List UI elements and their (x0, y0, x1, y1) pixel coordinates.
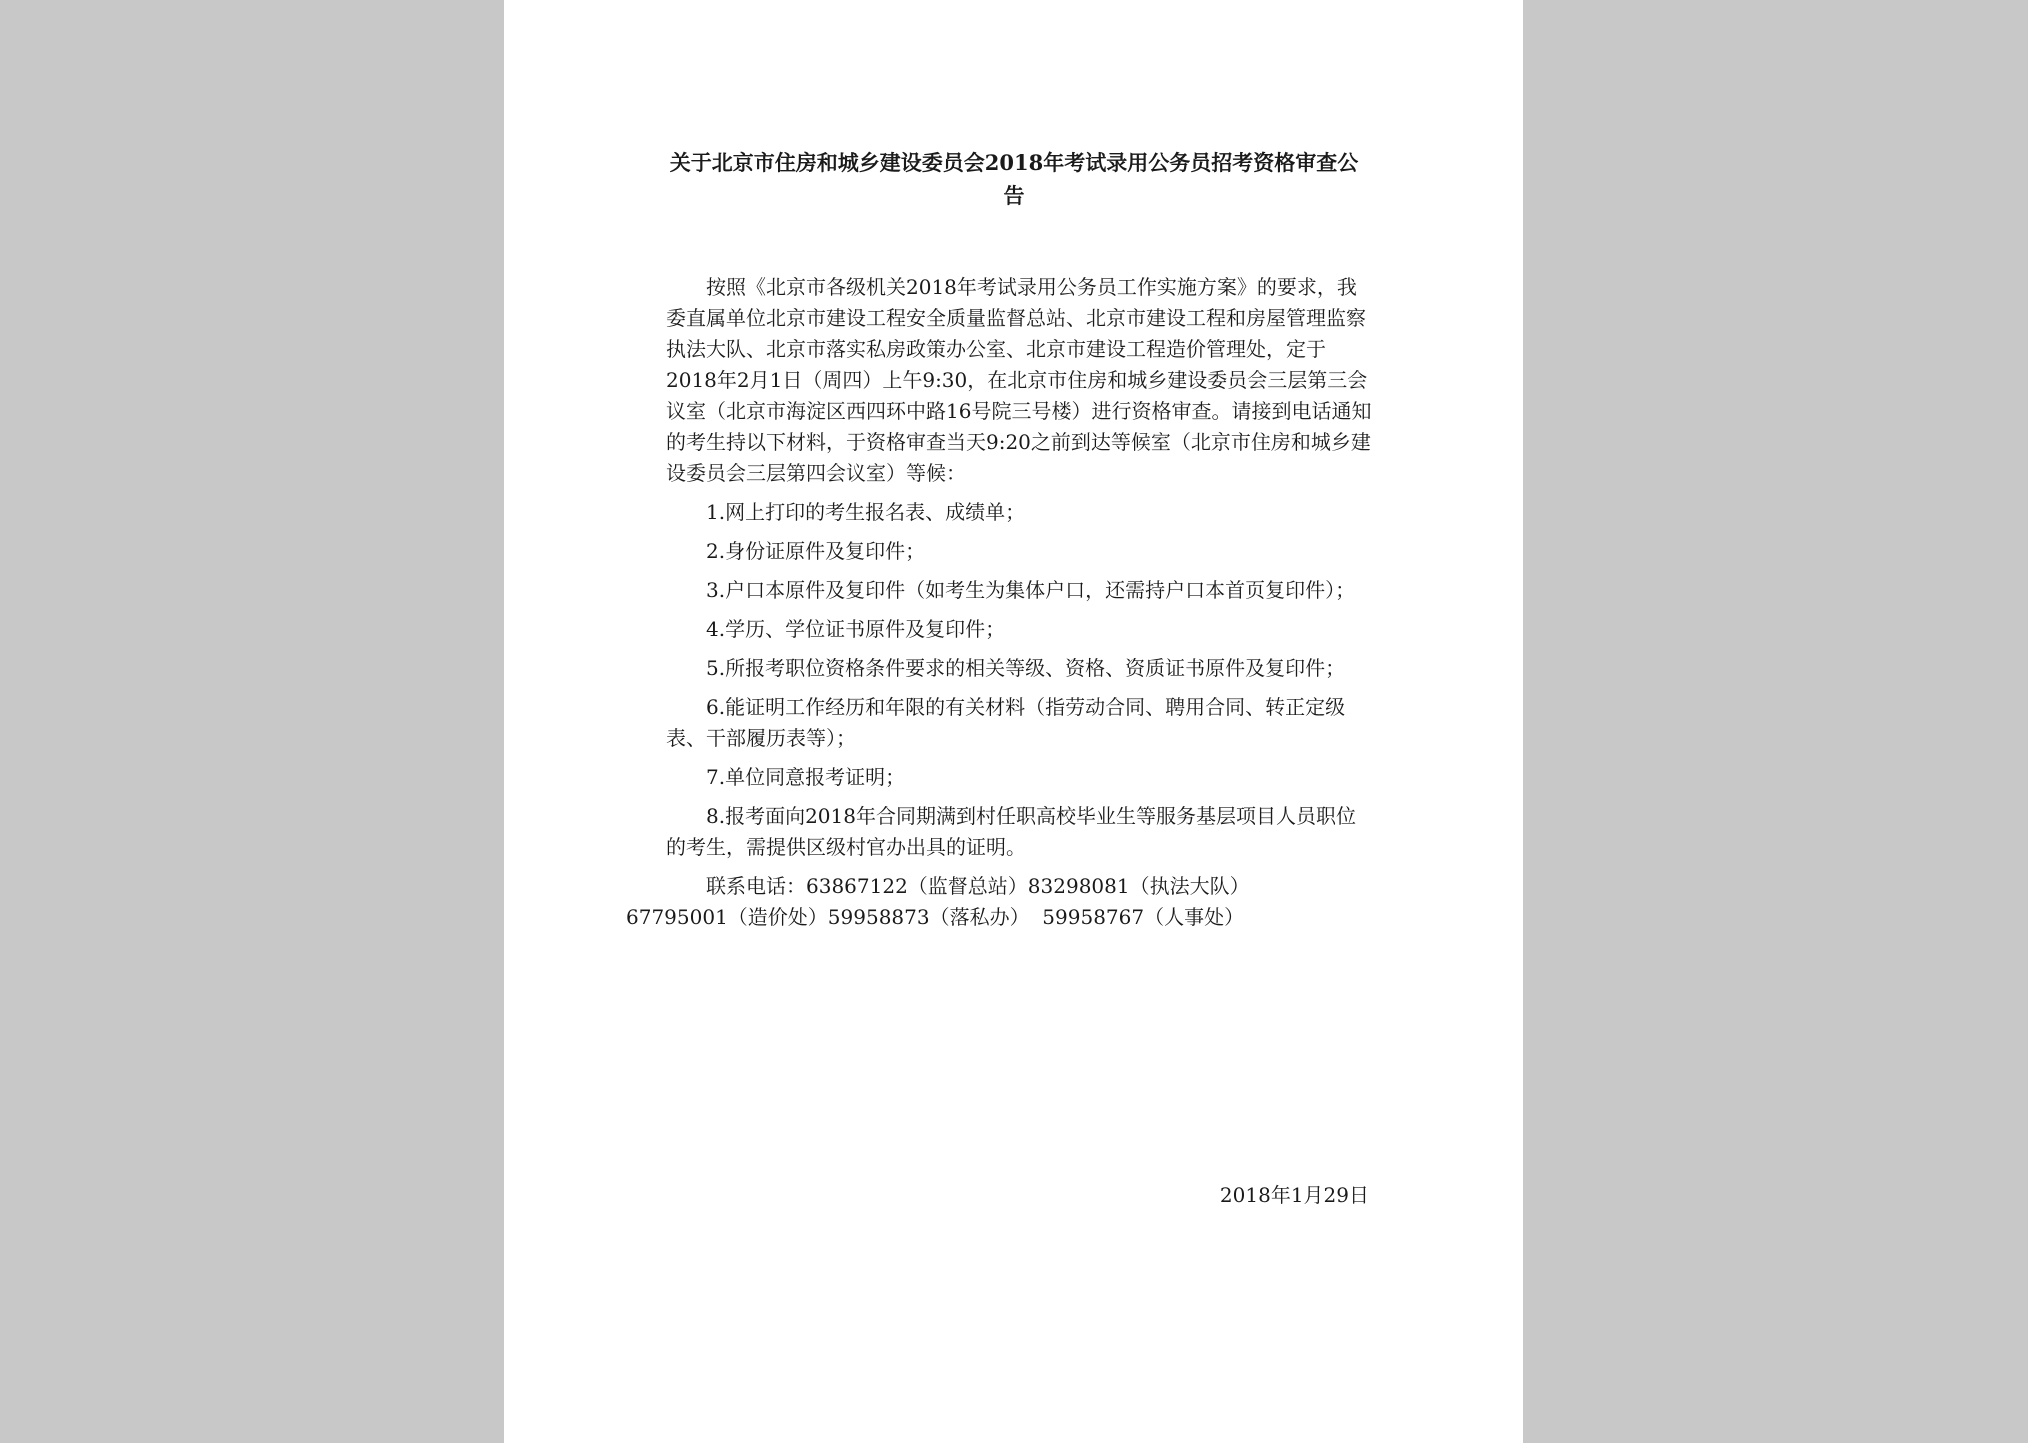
list-item: 4.学历、学位证书原件及复印件； (706, 617, 1006, 641)
list-item: 8.报考面向2018年合同期满到村任职高校毕业生等服务基层项目人员职位的考生，需提供区级村官办出具的证明。 (666, 804, 1356, 859)
list-item: 7.单位同意报考证明； (706, 765, 906, 789)
document-page (504, 0, 1523, 1443)
list-item: 3.户口本原件及复印件（如考生为集体户口，还需持户口本首页复印件）； (706, 578, 1356, 602)
document-title: 关于北京市住房和城乡建设委员会2018年考试录用公务员招考资格审查公告 (669, 150, 1359, 208)
contact-line-1: 联系电话：63867122（监督总站）83298081（执法大队） (706, 874, 1250, 898)
list-item: 5.所报考职位资格条件要求的相关等级、资格、资质证书原件及复印件； (706, 656, 1346, 680)
document-date: 2018年1月29日 (1219, 1183, 1369, 1207)
list-item: 2.身份证原件及复印件； (706, 539, 926, 563)
contact-info (626, 871, 1372, 933)
intro-paragraph: 按照《北京市各级机关2018年考试录用公务员工作实施方案》的要求，我委直属单位北京市建设工程安全质量监督总站、北京市建设工程和房屋管理监察执法大队、北京市落实私房政策办公室、北京市建设工程造价管理处，定于2018年2月1日（周四）上午9:30，在北京市住房和城乡建设委员会三层第三会议室（北京市海淀区西四环中路16号院三号楼）进行资格审查。请接到电话通知的考生持以下材料，于资格审查当天9:20之前到达等候室（北京市住房和城乡建设委员会三层第四会议室）等候： (666, 275, 1372, 485)
list-item: 1.网上打印的考生报名表、成绩单； (706, 500, 1026, 524)
contact-line-2: 67795001（造价处）59958873（落私办） 59958767（人事处） (626, 905, 1245, 929)
list-item: 6.能证明工作经历和年限的有关材料（指劳动合同、聘用合同、转正定级表、干部履历表等）； (666, 695, 1346, 750)
document-body (626, 272, 1372, 933)
